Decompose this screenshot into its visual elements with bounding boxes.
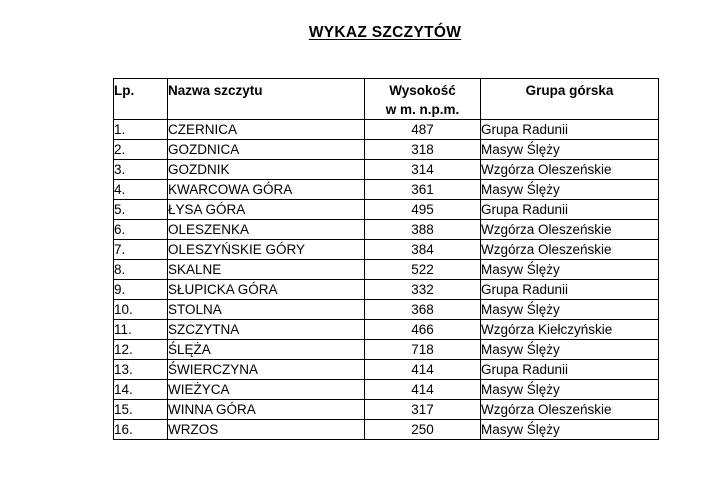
table-row [114,260,659,280]
header-lp: Lp. [114,79,168,120]
table-body [114,120,659,440]
table-row [114,340,659,360]
cell-mountain-group: Grupa Radunii [481,120,659,140]
table-row [114,300,659,320]
cell-mountain-group: Masyw Ślęży [481,300,659,320]
cell-lp: 9. [114,280,168,300]
table-row [114,320,659,340]
table-row [114,400,659,420]
cell-lp: 6. [114,220,168,240]
cell-height: 361 [365,180,481,200]
cell-mountain-group: Masyw Ślęży [481,140,659,160]
table-row [114,280,659,300]
cell-lp: 1. [114,120,168,140]
cell-mountain-group: Grupa Radunii [481,280,659,300]
cell-mountain-group: Masyw Ślęży [481,340,659,360]
cell-height: 384 [365,240,481,260]
cell-mountain-group: Wzgórza Oleszeńskie [481,240,659,260]
cell-height: 314 [365,160,481,180]
cell-height: 414 [365,360,481,380]
header-height-line1: Wysokość [389,83,456,98]
header-peak-name: Nazwa szczytu [168,79,365,120]
cell-peak-name: CZERNICA [168,120,365,140]
cell-lp: 4. [114,180,168,200]
cell-mountain-group: Masyw Ślęży [481,180,659,200]
header-mountain-group: Grupa górska [481,79,659,120]
cell-peak-name: ŚLĘŻA [168,340,365,360]
table-row [114,180,659,200]
cell-peak-name: KWARCOWA GÓRA [168,180,365,200]
cell-height: 332 [365,280,481,300]
header-height-line2: w m. n.p.m. [385,102,460,117]
table-row [114,380,659,400]
cell-height: 414 [365,380,481,400]
table-row [114,220,659,240]
cell-peak-name: WRZOS [168,420,365,440]
cell-lp: 12. [114,340,168,360]
cell-height: 318 [365,140,481,160]
table-header-row [114,79,659,120]
cell-height: 487 [365,120,481,140]
cell-height: 466 [365,320,481,340]
cell-mountain-group: Wzgórza Oleszeńskie [481,400,659,420]
cell-height: 317 [365,400,481,420]
cell-lp: 2. [114,140,168,160]
cell-peak-name: SZCZYTNA [168,320,365,340]
table-row [114,420,659,440]
cell-peak-name: ŁYSA GÓRA [168,200,365,220]
cell-peak-name: WINNA GÓRA [168,400,365,420]
cell-peak-name: OLESZYŃSKIE GÓRY [168,240,365,260]
table-row [114,240,659,260]
cell-height: 388 [365,220,481,240]
cell-peak-name: GOZDNIK [168,160,365,180]
peaks-table [113,78,659,440]
cell-mountain-group: Wzgórza Oleszeńskie [481,160,659,180]
cell-lp: 3. [114,160,168,180]
cell-peak-name: SŁUPICKA GÓRA [168,280,365,300]
cell-lp: 15. [114,400,168,420]
cell-lp: 8. [114,260,168,280]
cell-lp: 5. [114,200,168,220]
cell-height: 495 [365,200,481,220]
cell-peak-name: GOZDNICA [168,140,365,160]
table-row [114,360,659,380]
table-row [114,120,659,140]
cell-mountain-group: Grupa Radunii [481,200,659,220]
header-height [365,79,481,120]
cell-mountain-group: Wzgórza Oleszeńskie [481,220,659,240]
table-row [114,140,659,160]
cell-lp: 10. [114,300,168,320]
cell-mountain-group: Masyw Ślęży [481,380,659,400]
cell-height: 250 [365,420,481,440]
cell-peak-name: WIEŻYCA [168,380,365,400]
table-row [114,200,659,220]
cell-mountain-group: Wzgórza Kiełczyńskie [481,320,659,340]
cell-lp: 16. [114,420,168,440]
cell-mountain-group: Masyw Ślęży [481,260,659,280]
cell-height: 368 [365,300,481,320]
cell-mountain-group: Masyw Ślęży [481,420,659,440]
cell-height: 718 [365,340,481,360]
cell-height: 522 [365,260,481,280]
cell-peak-name: STOLNA [168,300,365,320]
cell-peak-name: OLESZENKA [168,220,365,240]
cell-lp: 14. [114,380,168,400]
cell-mountain-group: Grupa Radunii [481,360,659,380]
page-title: WYKAZ SZCZYTÓW [308,24,462,41]
cell-lp: 13. [114,360,168,380]
cell-peak-name: ŚWIERCZYNA [168,360,365,380]
table-row [114,160,659,180]
cell-lp: 11. [114,320,168,340]
cell-peak-name: SKALNE [168,260,365,280]
cell-lp: 7. [114,240,168,260]
